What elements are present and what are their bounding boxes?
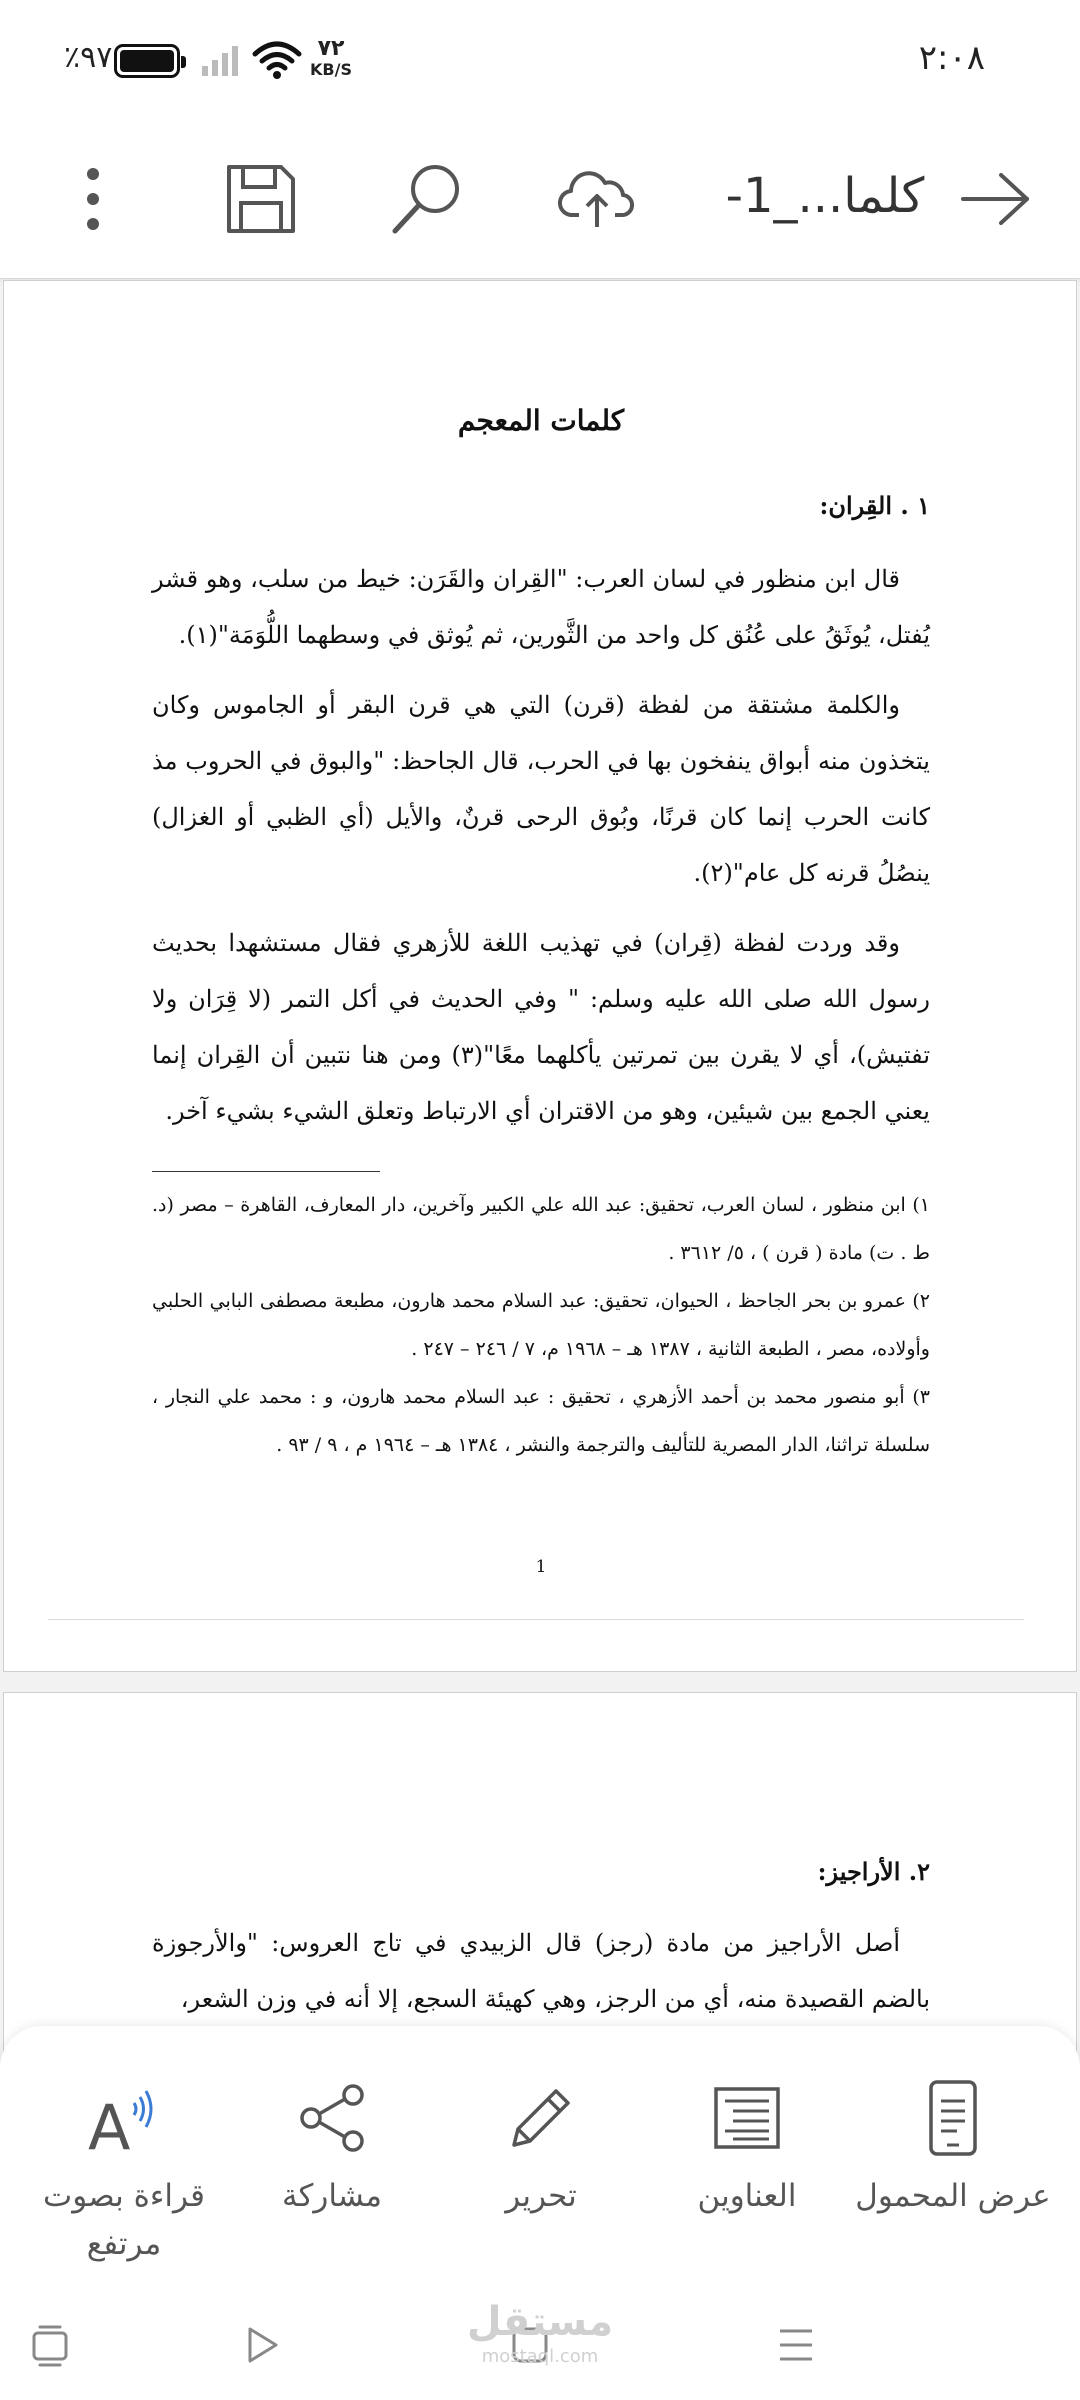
battery-icon bbox=[114, 44, 180, 78]
status-bar bbox=[0, 0, 1080, 120]
headings-label: العناوين bbox=[697, 2178, 797, 2214]
read-aloud-button[interactable] bbox=[24, 2076, 224, 2268]
document-title[interactable]: كلما..._1- bbox=[725, 168, 925, 224]
page-title: كلمات المعجم bbox=[457, 404, 625, 437]
signal-icon bbox=[200, 44, 240, 78]
share-button[interactable] bbox=[232, 2076, 432, 2220]
recents-menu-icon[interactable] bbox=[766, 2318, 826, 2372]
section-heading-1: ١ . القِران: bbox=[819, 491, 930, 520]
mobile-view-button[interactable] bbox=[853, 2076, 1053, 2220]
footnote-3: ٣) أبو منصور محمد بن أحمد الأزهري ، تحقيق : عبد السلام محمد هارون، و : محمد علي النجار ، سلسلة تراثنا، الدار المصرية للتأليف والترجمة والنشر ، ١٣٨٤ هـ – ١٩٦٤ م ، ٩ / ٩٣ . bbox=[152, 1386, 930, 1456]
share-label: مشاركة bbox=[281, 2178, 383, 2214]
more-vert-icon[interactable] bbox=[48, 154, 138, 244]
footnote-1: ١) ابن منظور ، لسان العرب، تحقيق: عبد الله علي الكبير وآخرين، دار المعارف، القاهرة – مصر (د. ط . ت) مادة ( قرن ) ، ٥/ ٣٦١٢ . bbox=[152, 1194, 930, 1264]
footnote-separator bbox=[152, 1171, 380, 1172]
save-icon[interactable] bbox=[216, 154, 306, 244]
cloud-upload-icon[interactable] bbox=[552, 154, 642, 244]
page-number: 1 bbox=[535, 1557, 547, 1577]
footnote-2: ٢) عمرو بن بحر الجاحظ ، الحيوان، تحقيق: عبد السلام محمد هارون، مطبعة مصطفى البابي الحلبي وأولاده، مصر ، الطبعة الثانية ، ١٣٨٧ هـ – ١٩٦٨ م، ٧ / ٢٤٦ – ٢٤٧ . bbox=[152, 1290, 930, 1360]
section-heading-2: ٢. الأراجيز: bbox=[817, 1857, 930, 1886]
read-aloud-icon bbox=[24, 2076, 224, 2160]
network-speed-value: ٧٢ bbox=[317, 36, 345, 61]
bottom-action-sheet bbox=[0, 2026, 1080, 2288]
paragraph-1: قال ابن منظور في لسان العرب: "القِران والقَرَن: خيط من سلب، وهو قشر يُفتل، يُوثَقُ على عُنُق كل واحد من الثَّورين، ثم يُوثق في وسطهما اللُّوَمَة"(١). bbox=[152, 565, 930, 649]
edit-button[interactable] bbox=[441, 2076, 641, 2220]
top-toolbar bbox=[0, 120, 1080, 279]
watermark-brand: مستقل bbox=[466, 2299, 614, 2345]
mobile-view-label: عرض المحمول bbox=[855, 2178, 1051, 2214]
watermark-domain: mostaql.com bbox=[481, 2346, 599, 2367]
network-speed bbox=[306, 38, 356, 78]
back-arrow-icon[interactable] bbox=[950, 154, 1040, 244]
phone-icon bbox=[853, 2076, 1053, 2160]
document-page-1[interactable] bbox=[3, 280, 1077, 1672]
document-page-2[interactable] bbox=[3, 1692, 1077, 2052]
pencil-icon bbox=[441, 2076, 641, 2160]
headings-button[interactable] bbox=[647, 2076, 847, 2220]
edit-label: تحرير bbox=[505, 2178, 577, 2214]
clock: ٢:٠٨ bbox=[918, 38, 985, 78]
body-text-page-2 bbox=[152, 1915, 930, 2027]
page-footer-rule bbox=[48, 1619, 1024, 1620]
paragraph-4: أصل الأراجيز من مادة (رجز) قال الزبيدي في تاج العروس: "والأرجوزة بالضم القصيدة منه، أي من الرجز، وهي كهيئة السجع، إلا أنه في وزن الشعر، bbox=[152, 1929, 930, 2013]
share-icon bbox=[232, 2076, 432, 2160]
network-speed-unit: KB/S bbox=[310, 60, 352, 79]
paragraph-2: والكلمة مشتقة من لفظة (قرن) التي هي قرن البقر أو الجاموس وكان يتخذون منه أبواق ينفخون بها في الحرب، قال الجاحظ: "والبوق في الحروب مذ كانت الحرب إنما كان قرنًا، وبُوق الرحى قرنٌ، والأيل (أي الظبي أو الغزال) ينصُلُ قرنه كل عام"(٢). bbox=[152, 691, 930, 887]
search-icon[interactable] bbox=[382, 154, 472, 244]
keyboard-switch-icon[interactable] bbox=[20, 2318, 80, 2372]
body-text bbox=[152, 551, 930, 1139]
battery-percent: ٪٩٧ bbox=[64, 40, 113, 75]
watermark bbox=[440, 2288, 640, 2367]
headings-list-icon bbox=[647, 2076, 847, 2160]
read-aloud-label: قراءة بصوت مرتفع bbox=[43, 2178, 205, 2262]
footnotes bbox=[152, 1181, 930, 1469]
paragraph-3: وقد وردت لفظة (قِران) في تهذيب اللغة للأزهري فقال مستشهدا بحديث رسول الله صلى الله عليه وسلم: " وفي الحديث في أكل التمر (لا قِرَان ولا تفتيش)، أي لا يقرن بين تمرتين يأكلهما معًا"(٣) ومن هنا نتبين أن القِران إنما يعني الجمع بين شيئين، وهو من الاقتران أي الارتباط وتعلق الشيء بشيء آخر. bbox=[152, 929, 930, 1125]
svg-text:A: A bbox=[88, 2091, 131, 2155]
play-icon[interactable] bbox=[232, 2318, 292, 2372]
wifi-icon bbox=[252, 40, 302, 80]
